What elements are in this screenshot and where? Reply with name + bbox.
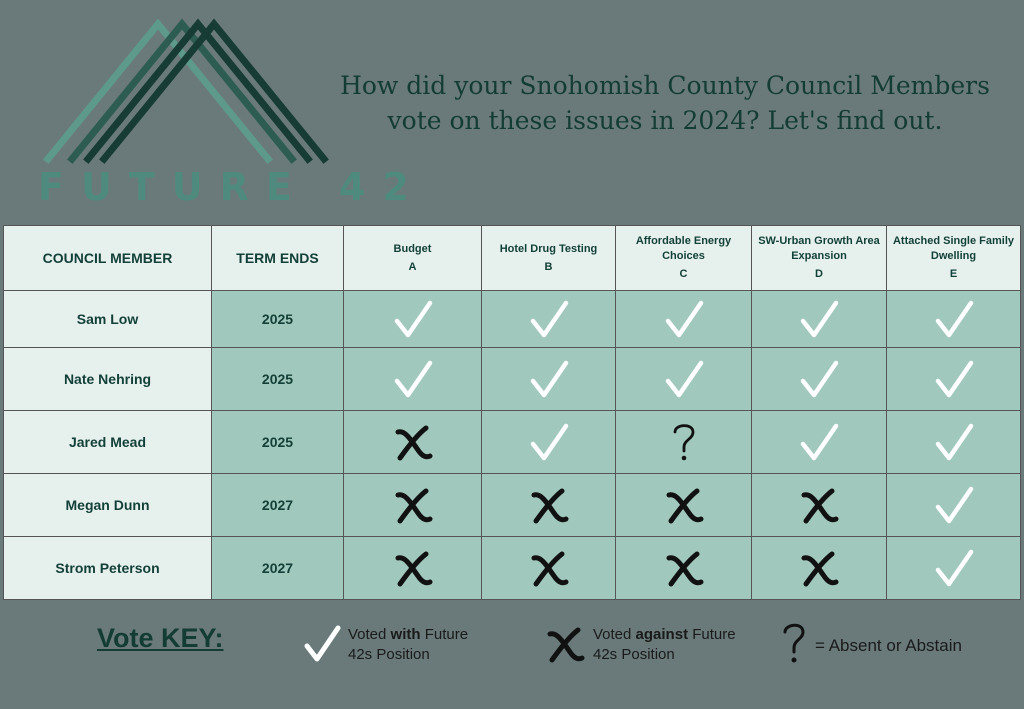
vote-cell-e bbox=[887, 291, 1021, 348]
vote-cell-d bbox=[752, 411, 887, 474]
table-row bbox=[4, 537, 1021, 600]
vote-cell-e bbox=[887, 474, 1021, 537]
table-row bbox=[4, 348, 1021, 411]
cross-icon bbox=[392, 548, 434, 588]
key-with-post: Future bbox=[420, 626, 469, 643]
vote-cell-d bbox=[752, 474, 887, 537]
issue-title: Attached Single Family Dwelling bbox=[892, 235, 1015, 262]
key-with-bold: with bbox=[390, 626, 421, 643]
cross-icon bbox=[528, 548, 570, 588]
check-icon bbox=[392, 359, 434, 399]
council-member-name: Jared Mead bbox=[4, 411, 212, 474]
term-ends-value: 2027 bbox=[212, 537, 344, 600]
key-with-line2: 42s Position bbox=[348, 646, 430, 663]
header-issue-d bbox=[752, 226, 887, 291]
header-issue-e bbox=[887, 226, 1021, 291]
vote-cell-a bbox=[344, 348, 482, 411]
cross-icon bbox=[663, 485, 705, 525]
check-icon bbox=[302, 624, 342, 664]
cross-icon bbox=[392, 485, 434, 525]
term-ends-value: 2025 bbox=[212, 348, 344, 411]
check-icon bbox=[392, 299, 434, 339]
vote-cell-a bbox=[344, 291, 482, 348]
check-icon bbox=[933, 485, 975, 525]
headline-line-2: vote on these issues in 2024? Let's find out. bbox=[387, 106, 943, 135]
vote-cell-c bbox=[616, 291, 752, 348]
table-row bbox=[4, 411, 1021, 474]
vote-cell-c bbox=[616, 411, 752, 474]
vote-cell-d bbox=[752, 291, 887, 348]
vote-cell-c bbox=[616, 474, 752, 537]
key-against-bold: against bbox=[635, 626, 689, 643]
check-icon bbox=[798, 299, 840, 339]
vote-key-title: Vote KEY: bbox=[97, 623, 224, 653]
vote-cell-a bbox=[344, 537, 482, 600]
key-against-line2: 42s Position bbox=[593, 646, 675, 663]
cross-icon bbox=[544, 624, 586, 664]
key-against-post: Future bbox=[688, 626, 736, 643]
check-icon bbox=[663, 299, 705, 339]
vote-cell-a bbox=[344, 474, 482, 537]
issue-title: SW-Urban Growth Area Expansion bbox=[758, 235, 880, 262]
issue-letter: D bbox=[815, 268, 823, 280]
issue-letter: B bbox=[544, 260, 553, 273]
check-icon bbox=[933, 548, 975, 588]
question-icon bbox=[780, 620, 808, 666]
headline-line-1: How did your Snohomish County Council Members bbox=[340, 71, 990, 100]
table-row bbox=[4, 474, 1021, 537]
vote-cell-e bbox=[887, 348, 1021, 411]
check-icon bbox=[528, 422, 570, 462]
table-header-row bbox=[4, 226, 1021, 291]
issue-title: Hotel Drug Testing bbox=[499, 242, 598, 255]
header-issue-b bbox=[482, 226, 616, 291]
issue-title: Affordable Energy Choices bbox=[635, 235, 732, 262]
term-ends-value: 2025 bbox=[212, 411, 344, 474]
council-member-name: Megan Dunn bbox=[4, 474, 212, 537]
check-icon bbox=[528, 299, 570, 339]
key-voted-against bbox=[593, 625, 736, 665]
key-voted-with bbox=[348, 625, 468, 665]
vote-cell-e bbox=[887, 537, 1021, 600]
cross-icon bbox=[392, 422, 434, 462]
check-icon bbox=[933, 422, 975, 462]
cross-icon bbox=[798, 485, 840, 525]
cross-icon bbox=[798, 548, 840, 588]
term-ends-value: 2027 bbox=[212, 474, 344, 537]
vote-cell-a bbox=[344, 411, 482, 474]
key-with-pre: Voted bbox=[348, 626, 391, 643]
vote-cell-b bbox=[482, 537, 616, 600]
check-icon bbox=[933, 359, 975, 399]
key-absent: = Absent or Abstain bbox=[815, 636, 962, 655]
header-issue-c bbox=[616, 226, 752, 291]
page-title bbox=[320, 68, 1010, 138]
header-term-ends: TERM ENDS bbox=[212, 226, 344, 291]
council-member-name: Nate Nehring bbox=[4, 348, 212, 411]
table-row bbox=[4, 291, 1021, 348]
vote-cell-c bbox=[616, 537, 752, 600]
cross-icon bbox=[528, 485, 570, 525]
issue-title: Budget bbox=[393, 242, 432, 255]
issue-letter: A bbox=[408, 260, 417, 273]
check-icon bbox=[663, 359, 705, 399]
check-icon bbox=[528, 359, 570, 399]
vote-cell-b bbox=[482, 411, 616, 474]
vote-cell-c bbox=[616, 348, 752, 411]
header-issue-a bbox=[344, 226, 482, 291]
key-against-pre: Voted bbox=[593, 626, 636, 643]
vote-cell-b bbox=[482, 474, 616, 537]
check-icon bbox=[933, 299, 975, 339]
vote-cell-d bbox=[752, 537, 887, 600]
logo-wordmark: FUTURE 42 bbox=[38, 165, 426, 209]
table-body bbox=[4, 291, 1021, 600]
vote-cell-e bbox=[887, 411, 1021, 474]
header-council-member: COUNCIL MEMBER bbox=[4, 226, 212, 291]
vote-cell-b bbox=[482, 291, 616, 348]
issue-letter: C bbox=[679, 268, 688, 280]
council-member-name: Strom Peterson bbox=[4, 537, 212, 600]
council-member-name: Sam Low bbox=[4, 291, 212, 348]
cross-icon bbox=[663, 548, 705, 588]
vote-cell-b bbox=[482, 348, 616, 411]
check-icon bbox=[798, 422, 840, 462]
voting-table bbox=[3, 225, 1021, 600]
issue-letter: E bbox=[949, 268, 958, 280]
question-icon bbox=[671, 421, 697, 463]
check-icon bbox=[798, 359, 840, 399]
term-ends-value: 2025 bbox=[212, 291, 344, 348]
vote-cell-d bbox=[752, 348, 887, 411]
